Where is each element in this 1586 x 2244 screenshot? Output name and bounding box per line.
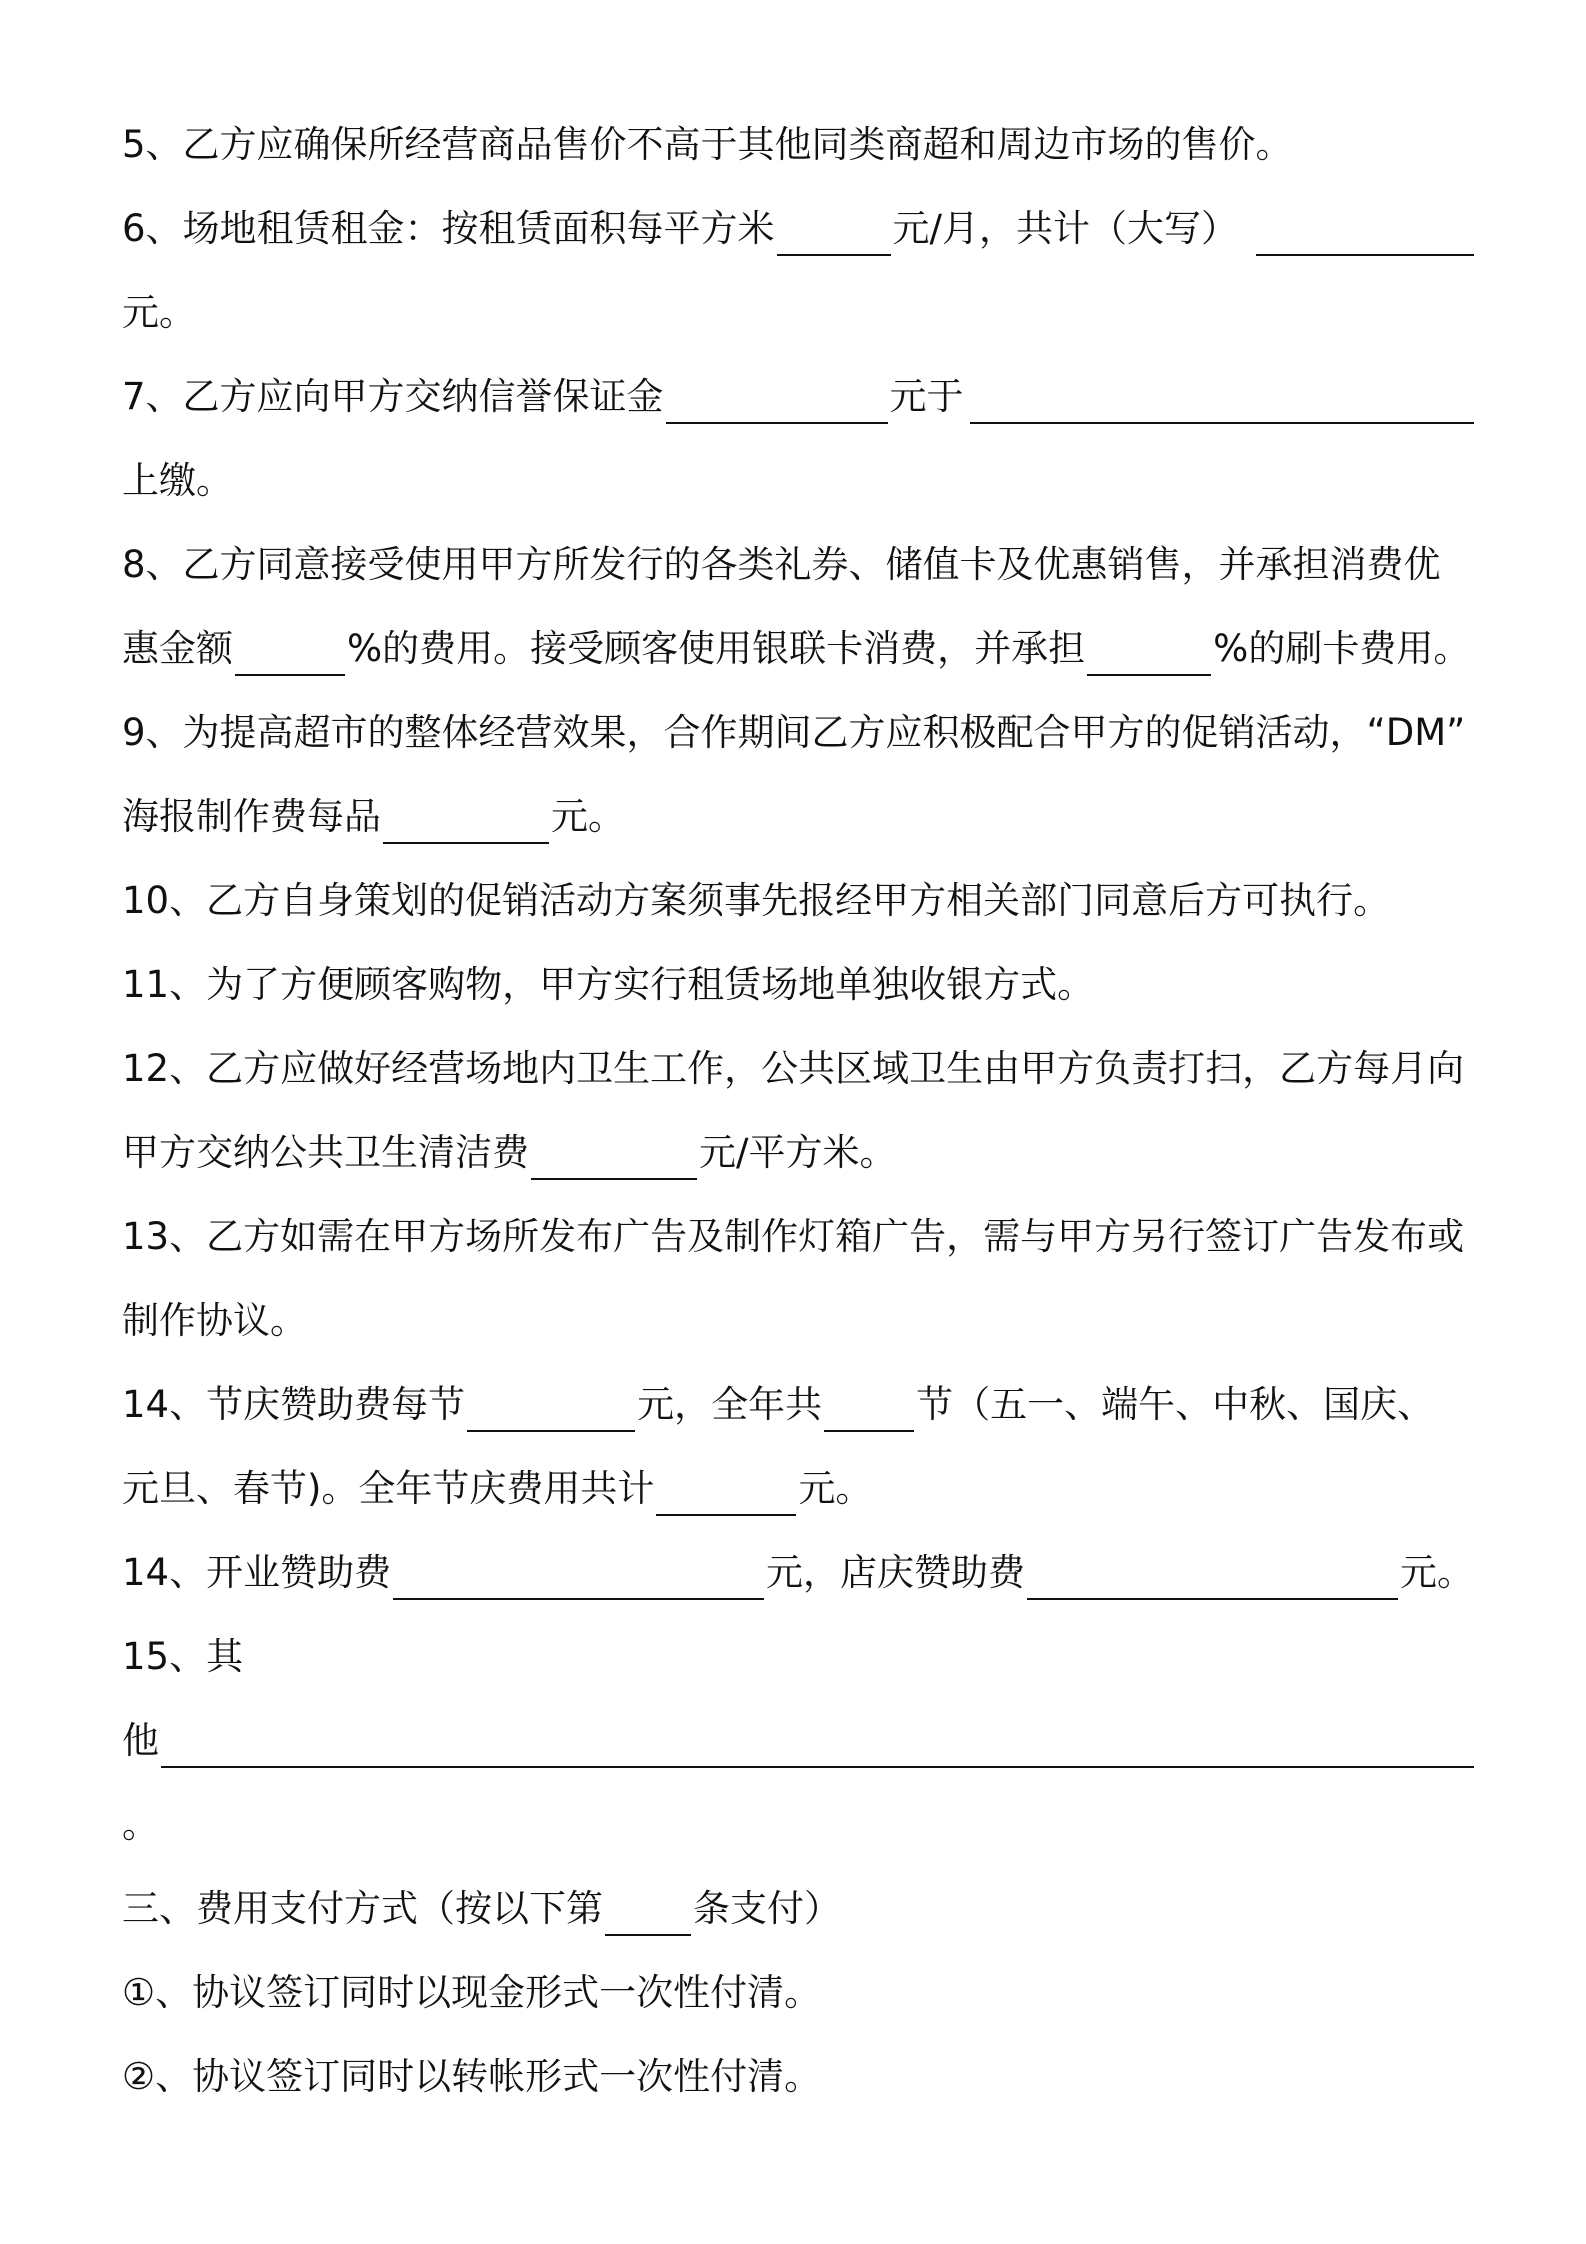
clause-7-cont xyxy=(122,459,1474,546)
clause-14-text-e: 元。 xyxy=(798,1467,873,1510)
clause-7 xyxy=(122,375,1474,462)
clause-14b xyxy=(122,1551,1474,1638)
dm-poster-fee-blank[interactable] xyxy=(383,798,549,844)
festival-total-blank[interactable] xyxy=(656,1470,796,1516)
clause-6-text-a: 6、场地租赁租金：按租赁面积每平方米 xyxy=(122,207,775,250)
clause-15 xyxy=(122,1635,1474,1722)
clause-8-text-a: 8、乙方同意接受使用甲方所发行的各类礼券、储值卡及优惠销售，并承担消费优 xyxy=(122,543,1441,586)
clause-6-cont xyxy=(122,291,1474,378)
discount-percent-blank[interactable] xyxy=(235,630,345,676)
clause-14-text-b: 元，全年共 xyxy=(637,1383,823,1426)
rent-total-blank[interactable] xyxy=(1256,210,1474,256)
clause-8-text-b: 惠金额 xyxy=(122,627,233,670)
festival-fee-blank[interactable] xyxy=(467,1386,635,1432)
clause-15-text-c: 。 xyxy=(122,1803,159,1846)
clause-15-end xyxy=(122,1803,1474,1890)
payment-option-blank[interactable] xyxy=(605,1890,691,1936)
clause-5-text: 5、乙方应确保所经营商品售价不高于其他同类商超和周边市场的售价。 xyxy=(122,123,1293,166)
clause-8-text-d: %的刷卡费用。 xyxy=(1213,627,1471,670)
clause-13-cont xyxy=(122,1299,1474,1386)
clause-8 xyxy=(122,543,1474,630)
clause-9-text-b: 海报制作费每品 xyxy=(122,795,381,838)
clause-14-cont xyxy=(122,1467,1474,1554)
clause-13 xyxy=(122,1215,1474,1302)
payment-option-1-text: ①、协议签订同时以现金形式一次性付清。 xyxy=(122,1971,822,2014)
clause-10 xyxy=(122,879,1474,966)
clause-12 xyxy=(122,1047,1474,1134)
clause-10-text: 10、乙方自身策划的促销活动方案须事先报经甲方相关部门同意后方可执行。 xyxy=(122,879,1391,922)
clause-14-text-d: 元旦、春节)。全年节庆费用共计 xyxy=(122,1467,655,1510)
clause-14-text-a: 14、节庆赞助费每节 xyxy=(122,1383,466,1426)
clause-8-cont xyxy=(122,627,1474,714)
clause-6-text-b: 元/月，共计（大写） xyxy=(892,207,1239,250)
clause-15-text-b: 他 xyxy=(122,1719,159,1762)
clause-11-text: 11、为了方便顾客购物，甲方实行租赁场地单独收银方式。 xyxy=(122,963,1095,1006)
deposit-amount-blank[interactable] xyxy=(666,378,888,424)
clause-14 xyxy=(122,1383,1474,1470)
clause-13-text-b: 制作协议。 xyxy=(122,1299,307,1342)
clause-14b-text-c: 元。 xyxy=(1400,1551,1474,1594)
clause-14b-text-a: 14、开业赞助费 xyxy=(122,1551,392,1594)
clause-6-text-c: 元。 xyxy=(122,291,196,334)
clause-12-text-b: 甲方交纳公共卫生清洁费 xyxy=(122,1131,529,1174)
clause-12-text-c: 元/平方米。 xyxy=(699,1131,897,1174)
clause-7-text-b: 元于 xyxy=(889,375,964,418)
clause-15-cont xyxy=(122,1719,1474,1806)
clause-15-text-a: 15、其 xyxy=(122,1635,244,1678)
clause-7-text-c: 上缴。 xyxy=(122,459,233,502)
rent-per-sqm-blank[interactable] xyxy=(777,210,891,256)
contract-page xyxy=(122,123,1474,2142)
festival-count-blank[interactable] xyxy=(824,1386,914,1432)
clause-9-cont xyxy=(122,795,1474,882)
payment-option-2-text: ②、协议签订同时以转帐形式一次性付清。 xyxy=(122,2055,822,2098)
deposit-date-blank[interactable] xyxy=(970,378,1474,424)
clause-6 xyxy=(122,207,1474,294)
card-fee-percent-blank[interactable] xyxy=(1087,630,1211,676)
clause-12-text-a: 12、乙方应做好经营场地内卫生工作，公共区域卫生由甲方负责打扫，乙方每月向 xyxy=(122,1047,1465,1090)
clause-11 xyxy=(122,963,1474,1050)
clause-7-text-a: 7、乙方应向甲方交纳信誉保证金 xyxy=(122,375,664,418)
clause-14b-text-b: 元，店庆赞助费 xyxy=(766,1551,1026,1594)
clause-8-text-c: %的费用。接受顾客使用银联卡消费，并承担 xyxy=(347,627,1086,670)
anniversary-sponsor-fee-blank[interactable] xyxy=(1027,1554,1398,1600)
clause-12-cont xyxy=(122,1131,1474,1218)
opening-sponsor-fee-blank[interactable] xyxy=(393,1554,764,1600)
cleaning-fee-blank[interactable] xyxy=(531,1134,697,1180)
payment-option-2 xyxy=(122,2055,1474,2142)
clause-9 xyxy=(122,711,1474,798)
payment-option-1 xyxy=(122,1971,1474,2058)
clause-9-text-a: 9、为提高超市的整体经营效果，合作期间乙方应积极配合甲方的促销活动，“DM” xyxy=(122,711,1466,754)
clause-5 xyxy=(122,123,1474,210)
section-3-title xyxy=(122,1887,1474,1974)
clause-13-text-a: 13、乙方如需在甲方场所发布广告及制作灯箱广告，需与甲方另行签订广告发布或 xyxy=(122,1215,1465,1258)
clause-14-text-c: 节（五一、端午、中秋、国庆、 xyxy=(916,1383,1435,1426)
section-3-title-b: 条支付） xyxy=(693,1887,841,1930)
other-terms-blank[interactable] xyxy=(161,1722,1474,1768)
clause-9-text-c: 元。 xyxy=(551,795,625,838)
section-3-title-a: 三、费用支付方式（按以下第 xyxy=(122,1887,603,1930)
